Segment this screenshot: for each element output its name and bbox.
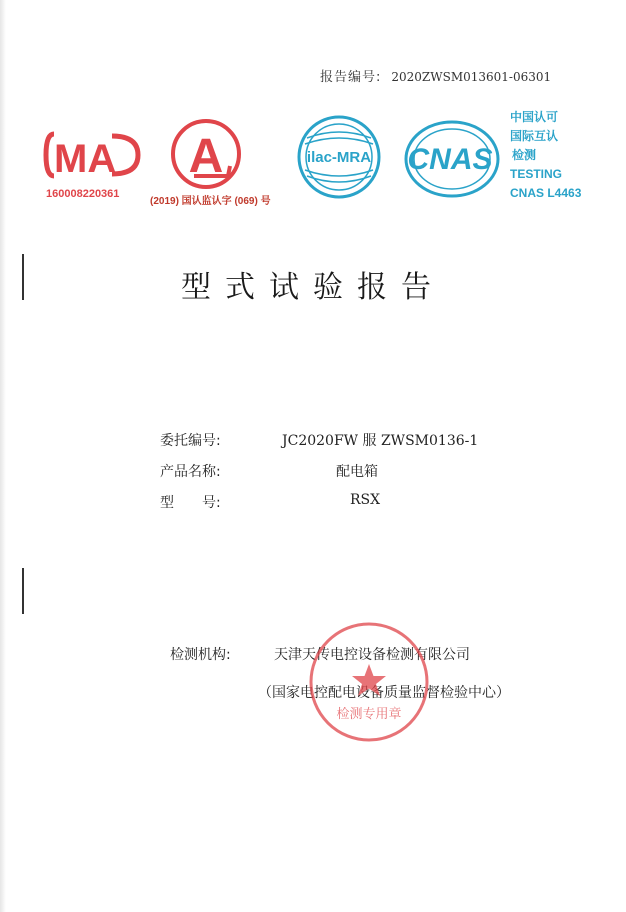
model-value: RSX <box>350 492 381 508</box>
cnas-logo <box>398 118 502 200</box>
report-number-label: 报告编号: <box>320 70 382 85</box>
cal-logo-text: A <box>188 130 224 183</box>
cma-logo <box>42 126 142 184</box>
institution-subname: （国家电控配电设备质量监督检验中心） <box>258 685 510 701</box>
seal-bottom-text: 检测专用章 <box>336 707 402 722</box>
commission-number-label: 委托编号: <box>160 433 221 449</box>
official-seal <box>305 618 433 750</box>
commission-number-field <box>160 430 560 450</box>
cnas-line: 中国认可 <box>510 110 559 124</box>
cma-logo-text: MA <box>54 137 117 181</box>
seal-star-icon <box>352 664 386 696</box>
product-name-value: 配电箱 <box>336 464 378 480</box>
cal-logo <box>166 116 246 192</box>
report-number-value: 2020ZWSM013601-06301 <box>391 70 552 84</box>
model-label: 型 号: <box>160 495 221 511</box>
ilac-mra-logo <box>293 114 385 200</box>
commission-number-value: JC2020FW 服 ZWSM0136-1 <box>282 433 479 449</box>
cnas-line: TESTING <box>510 167 563 181</box>
cma-number: 160008220361 <box>46 188 120 200</box>
cal-caption: (2019) 国认监认字 (069) 号 <box>150 196 271 207</box>
institution-label: 检测机构: <box>170 647 231 663</box>
cnas-line: 国际互认 <box>510 129 559 143</box>
cnas-line: 检测 <box>512 148 537 162</box>
product-name-field <box>160 461 560 481</box>
report-title: 型式试验报告 <box>181 270 445 305</box>
report-number <box>320 66 551 85</box>
cnas-accreditation-text <box>510 108 581 203</box>
model-field <box>160 492 560 512</box>
institution-name: 天津天传电控设备检测有限公司 <box>274 647 470 663</box>
product-name-label: 产品名称: <box>160 464 221 480</box>
ilac-mra-text: ilac-MRA <box>306 149 372 166</box>
cnas-line: CNAS L4463 <box>510 186 582 200</box>
cnas-logo-text: CNAS <box>407 143 493 176</box>
margin-mark <box>22 568 24 614</box>
scan-edge <box>0 0 6 912</box>
